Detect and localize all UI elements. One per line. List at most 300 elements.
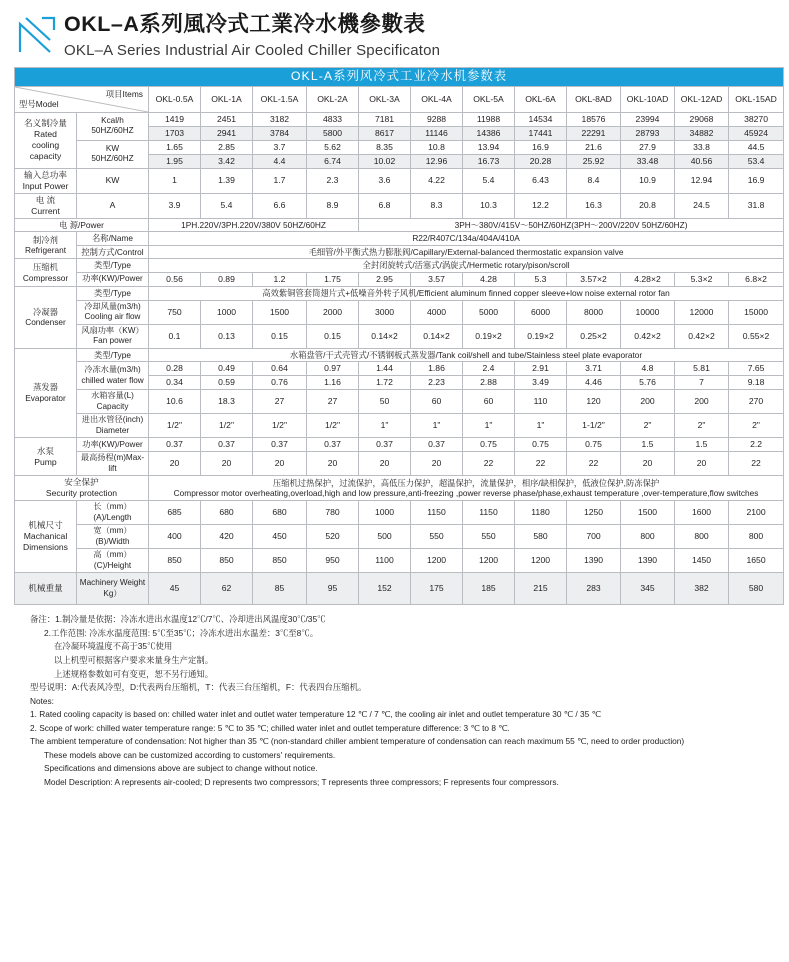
cell: 780: [307, 501, 359, 525]
cell: 6.43: [515, 168, 567, 193]
cell: 1.5: [675, 438, 729, 452]
note-en-3: The ambient temperature of condensation: Not higher than 35 ℃ (non-standard chiller ambient temperature of condensation can reach maximum 55 ℃, need to order production): [30, 736, 685, 747]
cell: 0.37: [201, 438, 253, 452]
cell: 0.37: [307, 438, 359, 452]
row-refrigerant-name: [15, 232, 784, 246]
cell: 44.5: [729, 140, 784, 154]
cell: 0.14×2: [359, 324, 411, 348]
condenser-airflow-label-en: Cooling air flow: [84, 312, 141, 322]
cell: 5.3×2: [675, 273, 729, 287]
pump-lift-label: 最高扬程(m)Max-lift: [77, 452, 149, 476]
cell: 110: [515, 390, 567, 414]
model-col-5: OKL-4A: [411, 86, 463, 112]
pump-power-label: 功率(KW)/Power: [77, 438, 149, 452]
cell: 4000: [411, 300, 463, 324]
note-cn-2: 2.工作范围: 冷冻水温度范围: 5℃至35℃；冷冻水进出水温差：3℃至8℃。: [44, 627, 319, 638]
spec-table: [14, 67, 784, 606]
cell: 25.92: [567, 154, 621, 168]
cell: 33.8: [675, 140, 729, 154]
refrigerant-name-label: 名称/Name: [77, 232, 149, 246]
cell: 120: [567, 390, 621, 414]
cell: 45: [149, 573, 201, 605]
cell: 3.42: [201, 154, 253, 168]
power-supply-label: 电 源/Power: [15, 218, 149, 232]
cell: 5.76: [621, 376, 675, 390]
cell: 0.15: [253, 324, 307, 348]
condenser-label: [15, 287, 77, 349]
cell: 850: [201, 549, 253, 573]
pump-label-en: Pump: [34, 456, 57, 467]
cell: 1: [149, 168, 201, 193]
cell: 24.5: [675, 193, 729, 218]
cell: 3.49: [515, 376, 567, 390]
dim-length-label: 长（mm）(A)/Length: [77, 501, 149, 525]
cell: 1.95: [149, 154, 201, 168]
compressor-label-en: Compressor: [22, 272, 69, 283]
dimensions-label-en2: Dimensions: [23, 542, 68, 553]
spec-table-container: [0, 67, 789, 606]
rated-cooling-label-en1: Rated: [34, 129, 57, 140]
cell: 21.6: [567, 140, 621, 154]
cell: 1.7: [253, 168, 307, 193]
cell: 5800: [307, 126, 359, 140]
cell: 6.8: [359, 193, 411, 218]
cell: 1450: [675, 549, 729, 573]
row-kcal-50hz: [15, 112, 784, 126]
cell: 400: [149, 525, 201, 549]
compressor-label-cn: 压缩机: [33, 262, 58, 273]
cell: 500: [359, 525, 411, 549]
cell: 22: [567, 452, 621, 476]
cell: 1250: [567, 501, 621, 525]
cell: 27.9: [621, 140, 675, 154]
dimensions-label-cn: 机械尺寸: [28, 520, 63, 531]
cell: 6.74: [307, 154, 359, 168]
refrigerant-control-label: 控制方式/Control: [77, 245, 149, 259]
cell: 9288: [411, 112, 463, 126]
evaporator-type-label: 类型/Type: [77, 348, 149, 362]
cell: 16.9: [729, 168, 784, 193]
cell: 62: [201, 573, 253, 605]
cell: 0.49: [201, 362, 253, 376]
evaporator-flow-label-en: chilled water flow: [81, 375, 144, 385]
cell: 450: [253, 525, 307, 549]
cell: 20: [359, 452, 411, 476]
cell: 1/2": [201, 414, 253, 438]
cell: 1.75: [307, 273, 359, 287]
cell: 27: [253, 390, 307, 414]
corner-header-cell: [15, 86, 149, 112]
cell: 850: [149, 549, 201, 573]
cell: 20: [411, 452, 463, 476]
note-cn-6: 型号说明：A:代表风冷型，D:代表两台压缩机，T：代表三台压缩机，F：代表四台压缩机。: [30, 682, 367, 693]
security-value-en: Compressor motor overheating,overload,high and low pressure,anti-freezing ,power reverse phase/phase,exhaust temperature ,over-temperature,flow switches: [173, 488, 759, 499]
cell: 4.28: [463, 273, 515, 287]
cell: 0.15: [307, 324, 359, 348]
cell: 800: [729, 525, 784, 549]
input-power-label-cn: 输入总功率: [24, 169, 67, 180]
cell: 5000: [463, 300, 515, 324]
note-en-6: Model Description: A represents air-cooled; D represents two compressors; T represents three compressors; F represents four compressors.: [44, 776, 559, 787]
cell: 14534: [515, 112, 567, 126]
cell: 23994: [621, 112, 675, 126]
cell: 2451: [201, 112, 253, 126]
cell: 270: [729, 390, 784, 414]
row-current: [15, 193, 784, 218]
cell: 1000: [359, 501, 411, 525]
model-header-row: [15, 86, 784, 112]
cell: 520: [307, 525, 359, 549]
row-condenser-fan: [15, 324, 784, 348]
evaporator-flow-label: [77, 362, 149, 390]
cell: 185: [463, 573, 515, 605]
cell: 8.35: [359, 140, 411, 154]
cell: 2.23: [411, 376, 463, 390]
security-label-cn: 安全保护: [64, 477, 99, 488]
evaporator-capacity-label: [77, 390, 149, 414]
weight-label: 机械重量: [15, 573, 77, 605]
cell: 1200: [463, 549, 515, 573]
current-label: [15, 193, 77, 218]
cell: 2.91: [515, 362, 567, 376]
cell: 0.76: [253, 376, 307, 390]
cell: 800: [621, 525, 675, 549]
cell: 1.16: [307, 376, 359, 390]
cell: 60: [463, 390, 515, 414]
rated-cooling-unit-kw: [77, 140, 149, 168]
weight-label-en1: Machinery Weight: [79, 578, 146, 588]
condenser-airflow-label-cn: 冷却风量(m3/h): [84, 301, 141, 311]
dim-width-label: 宽（mm）(B)/Width: [77, 525, 149, 549]
cell: 6.8×2: [729, 273, 784, 287]
cell: 0.75: [463, 438, 515, 452]
model-col-0: OKL-0.5A: [149, 86, 201, 112]
cell: 0.42×2: [675, 324, 729, 348]
model-col-7: OKL-6A: [515, 86, 567, 112]
rated-cooling-label: [15, 112, 77, 168]
cell: 17441: [515, 126, 567, 140]
cell: 40.56: [675, 154, 729, 168]
cell: 345: [621, 573, 675, 605]
cell: 550: [463, 525, 515, 549]
cell: 20: [621, 452, 675, 476]
cell: 1": [463, 414, 515, 438]
dim-height-label: 高（mm）(C)/Height: [77, 549, 149, 573]
row-evaporator-capacity: [15, 390, 784, 414]
cell: 0.37: [253, 438, 307, 452]
cell: 0.59: [201, 376, 253, 390]
model-col-3: OKL-2A: [307, 86, 359, 112]
cell: 680: [253, 501, 307, 525]
cell: 1-1/2": [567, 414, 621, 438]
cell: 16.3: [567, 193, 621, 218]
cell: 10.3: [463, 193, 515, 218]
row-evaporator-flow-1: [15, 362, 784, 376]
row-evaporator-diameter: [15, 414, 784, 438]
cell: 3000: [359, 300, 411, 324]
rated-cooling-label-cn: 名义制冷量: [24, 118, 67, 129]
cell: 200: [621, 390, 675, 414]
pump-label-cn: 水泵: [36, 445, 55, 456]
cell: 0.97: [307, 362, 359, 376]
cell: 3182: [253, 112, 307, 126]
cell: 950: [307, 549, 359, 573]
cell: 38270: [729, 112, 784, 126]
cell: 0.37: [149, 438, 201, 452]
cell: 7181: [359, 112, 411, 126]
page-subtitle: OKL–A Series Industrial Air Cooled Chiller Specificaton: [64, 41, 441, 59]
cell: 2941: [201, 126, 253, 140]
cell: 0.55×2: [729, 324, 784, 348]
cell: 11988: [463, 112, 515, 126]
cell: 0.37: [411, 438, 463, 452]
cell: 2": [675, 414, 729, 438]
model-col-1: OKL-1A: [201, 86, 253, 112]
cell: 4.8: [621, 362, 675, 376]
power-supply-value-left: 1PH.220V/3PH.220V/380V 50HZ/60HZ: [149, 218, 359, 232]
cell: 12.96: [411, 154, 463, 168]
cell: 20.8: [621, 193, 675, 218]
cell: 0.75: [567, 438, 621, 452]
model-col-2: OKL-1.5A: [253, 86, 307, 112]
cell: 0.37: [359, 438, 411, 452]
row-pump-lift: [15, 452, 784, 476]
evaporator-label: [15, 348, 77, 438]
security-value: [149, 476, 784, 501]
cell: 2": [729, 414, 784, 438]
cell: 10.8: [411, 140, 463, 154]
dimensions-label: [15, 501, 77, 573]
cell: 4.4: [253, 154, 307, 168]
row-power-supply: [15, 218, 784, 232]
cell: 12.2: [515, 193, 567, 218]
condenser-type-value: 高效紫铜管套筒翅片式+低噪音外转子风机/Efficient aluminum finned copper sleeve+low noise external rotor fan: [149, 287, 784, 301]
cell: 13.94: [463, 140, 515, 154]
cell: 5.81: [675, 362, 729, 376]
cell: 1200: [411, 549, 463, 573]
cell: 34882: [675, 126, 729, 140]
model-col-10: OKL-12AD: [675, 86, 729, 112]
cell: 8.3: [411, 193, 463, 218]
note-en-1: 1. Rated cooling capacity is based on: chilled water inlet and outlet water temperature 12 ℃ / 7 ℃, the cooling air inlet and outlet temperature 30 ℃ / 35 ℃: [30, 709, 601, 720]
evaporator-capacity-label-en: Capacity: [96, 401, 129, 411]
cell: 0.28: [149, 362, 201, 376]
rated-cooling-label-en3: capacity: [29, 151, 62, 162]
row-kw-50hz: [15, 140, 784, 154]
cell: 382: [675, 573, 729, 605]
model-col-9: OKL-10AD: [621, 86, 675, 112]
cell: 27: [307, 390, 359, 414]
cell: 2.95: [359, 273, 411, 287]
unit-kcal-hz-text: 50HZ/60HZ: [91, 126, 134, 136]
cell: 3784: [253, 126, 307, 140]
row-condenser-airflow: [15, 300, 784, 324]
refrigerant-label-cn: 制冷剂: [33, 234, 58, 245]
cell: 685: [149, 501, 201, 525]
cell: 0.25×2: [567, 324, 621, 348]
row-dim-width: [15, 525, 784, 549]
cell: 5.3: [515, 273, 567, 287]
cell: 2.88: [463, 376, 515, 390]
cell: 20: [201, 452, 253, 476]
note-cn-5: 上述规格参数如可有变更，恕不另行通知。: [54, 668, 214, 679]
cell: 31.8: [729, 193, 784, 218]
cell: 550: [411, 525, 463, 549]
power-supply-value-right: 3PH～380V/415V～50HZ/60HZ(3PH～200V/220V 50HZ/60HZ): [359, 218, 784, 232]
cell: 4.22: [411, 168, 463, 193]
cell: 0.19×2: [515, 324, 567, 348]
cell: 680: [201, 501, 253, 525]
cell: 1/2": [149, 414, 201, 438]
cell: 3.9: [149, 193, 201, 218]
cell: 4.28×2: [621, 273, 675, 287]
compressor-label: [15, 259, 77, 287]
cell: 3.57: [411, 273, 463, 287]
input-power-label-en: Input Power: [22, 180, 69, 191]
row-weight: [15, 573, 784, 605]
cell: 5.4: [201, 193, 253, 218]
cell: 5.4: [463, 168, 515, 193]
cell: 5.62: [307, 140, 359, 154]
cell: 18576: [567, 112, 621, 126]
cell: 20: [675, 452, 729, 476]
cell: 3.7: [253, 140, 307, 154]
row-dim-length: [15, 501, 784, 525]
cell: 1419: [149, 112, 201, 126]
condenser-type-label: 类型/Type: [77, 287, 149, 301]
corner-model-label: 型号Model: [19, 98, 59, 109]
cell: 53.4: [729, 154, 784, 168]
refrigerant-name-value: R22/R407C/134a/404A/410A: [149, 232, 784, 246]
model-col-11: OKL-15AD: [729, 86, 784, 112]
corner-items-label: 项目Items: [105, 88, 143, 99]
input-power-unit: KW: [77, 168, 149, 193]
cell: 11146: [411, 126, 463, 140]
dimensions-label-en1: Machanical: [23, 531, 68, 542]
cell: 22: [515, 452, 567, 476]
cell: 2.3: [307, 168, 359, 193]
row-compressor-type: [15, 259, 784, 273]
cell: 1200: [515, 549, 567, 573]
cell: 20: [307, 452, 359, 476]
table-banner-row: [15, 67, 784, 86]
row-dim-height: [15, 549, 784, 573]
cell: 7.65: [729, 362, 784, 376]
cell: 3.71: [567, 362, 621, 376]
cell: 8617: [359, 126, 411, 140]
cell: 1000: [201, 300, 253, 324]
cell: 8.9: [307, 193, 359, 218]
current-label-en: Current: [31, 205, 60, 216]
weight-unit-label: [77, 573, 149, 605]
cell: 2000: [307, 300, 359, 324]
cell: 0.42×2: [621, 324, 675, 348]
cell: 1.44: [359, 362, 411, 376]
compressor-power-label: 功率(KW)/Power: [77, 273, 149, 287]
cell: 1": [359, 414, 411, 438]
cell: 1": [515, 414, 567, 438]
cell: 1.5: [621, 438, 675, 452]
note-en-2: 2. Scope of work: chilled water temperature range: 5 ℃ to 35 ℃; chilled water inlet and outlet temperature difference: 3 ℃ to 8 ℃.: [30, 722, 510, 733]
cell: 9.18: [729, 376, 784, 390]
rated-cooling-label-en2: cooling: [31, 140, 60, 151]
evaporator-label-cn: 蒸发器: [33, 382, 58, 393]
cell: 3.6: [359, 168, 411, 193]
compressor-type-label: 类型/Type: [77, 259, 149, 273]
condenser-label-en: Condenser: [25, 317, 66, 328]
cell: 22: [463, 452, 515, 476]
cell: 60: [411, 390, 463, 414]
row-refrigerant-control: [15, 245, 784, 259]
row-condenser-type: [15, 287, 784, 301]
cell: 1": [411, 414, 463, 438]
row-pump-power: [15, 438, 784, 452]
security-value-cn: 压缩机过热保护，过流保护，高低压力保护，超温保护，流量保护，相序/缺相保护，低液位保护,防冻保护: [272, 477, 660, 488]
cell: 2.4: [463, 362, 515, 376]
cell: 20: [149, 452, 201, 476]
cell: 0.34: [149, 376, 201, 390]
cell: 0.19×2: [463, 324, 515, 348]
unit-kw-hz-text: 50HZ/60HZ: [91, 154, 134, 164]
evaporator-capacity-label-cn: 水箱容量(L): [91, 391, 134, 401]
cell: 15000: [729, 300, 784, 324]
condenser-fan-label: [77, 324, 149, 348]
cell: 10.9: [621, 168, 675, 193]
condenser-label-cn: 冷凝器: [33, 306, 58, 317]
cell: 1500: [253, 300, 307, 324]
cell: 1703: [149, 126, 201, 140]
cell: 580: [515, 525, 567, 549]
cell: 4833: [307, 112, 359, 126]
cell: 2.2: [729, 438, 784, 452]
table-banner: OKL-A系列风冷式工业冷水机参数表: [15, 67, 784, 86]
current-unit: A: [77, 193, 149, 218]
cell: 8.4: [567, 168, 621, 193]
cell: 1/2": [307, 414, 359, 438]
cell: 16.73: [463, 154, 515, 168]
cell: 0.75: [515, 438, 567, 452]
cell: 12.94: [675, 168, 729, 193]
notes-en-title: Notes:: [30, 695, 54, 706]
cell: 800: [675, 525, 729, 549]
cell: 22: [729, 452, 784, 476]
cell: 7: [675, 376, 729, 390]
row-input-power: [15, 168, 784, 193]
cell: 6000: [515, 300, 567, 324]
note-en-4: These models above can be customized according to customers' requirements.: [44, 749, 336, 760]
cell: 700: [567, 525, 621, 549]
security-label-en: Security protection: [45, 488, 118, 499]
cell: 2.85: [201, 140, 253, 154]
cell: 215: [515, 573, 567, 605]
note-en-5: Specifications and dimensions above are subject to change without notice.: [44, 763, 318, 774]
condenser-airflow-label: [77, 300, 149, 324]
model-col-4: OKL-3A: [359, 86, 411, 112]
evaporator-label-en: Evaporator: [25, 392, 66, 403]
cell: 10.6: [149, 390, 201, 414]
cell: 10000: [621, 300, 675, 324]
cell: 2100: [729, 501, 784, 525]
cell: 1150: [411, 501, 463, 525]
cell: 85: [253, 573, 307, 605]
cell: 3.57×2: [567, 273, 621, 287]
cell: 10.02: [359, 154, 411, 168]
cell: 1.65: [149, 140, 201, 154]
refrigerant-control-value: 毛细管/外平衡式热力膨胀阀/Capillary/External-balanced thermostatic expansion valve: [149, 245, 784, 259]
cell: 420: [201, 525, 253, 549]
cell: 1390: [567, 549, 621, 573]
cell: 33.48: [621, 154, 675, 168]
